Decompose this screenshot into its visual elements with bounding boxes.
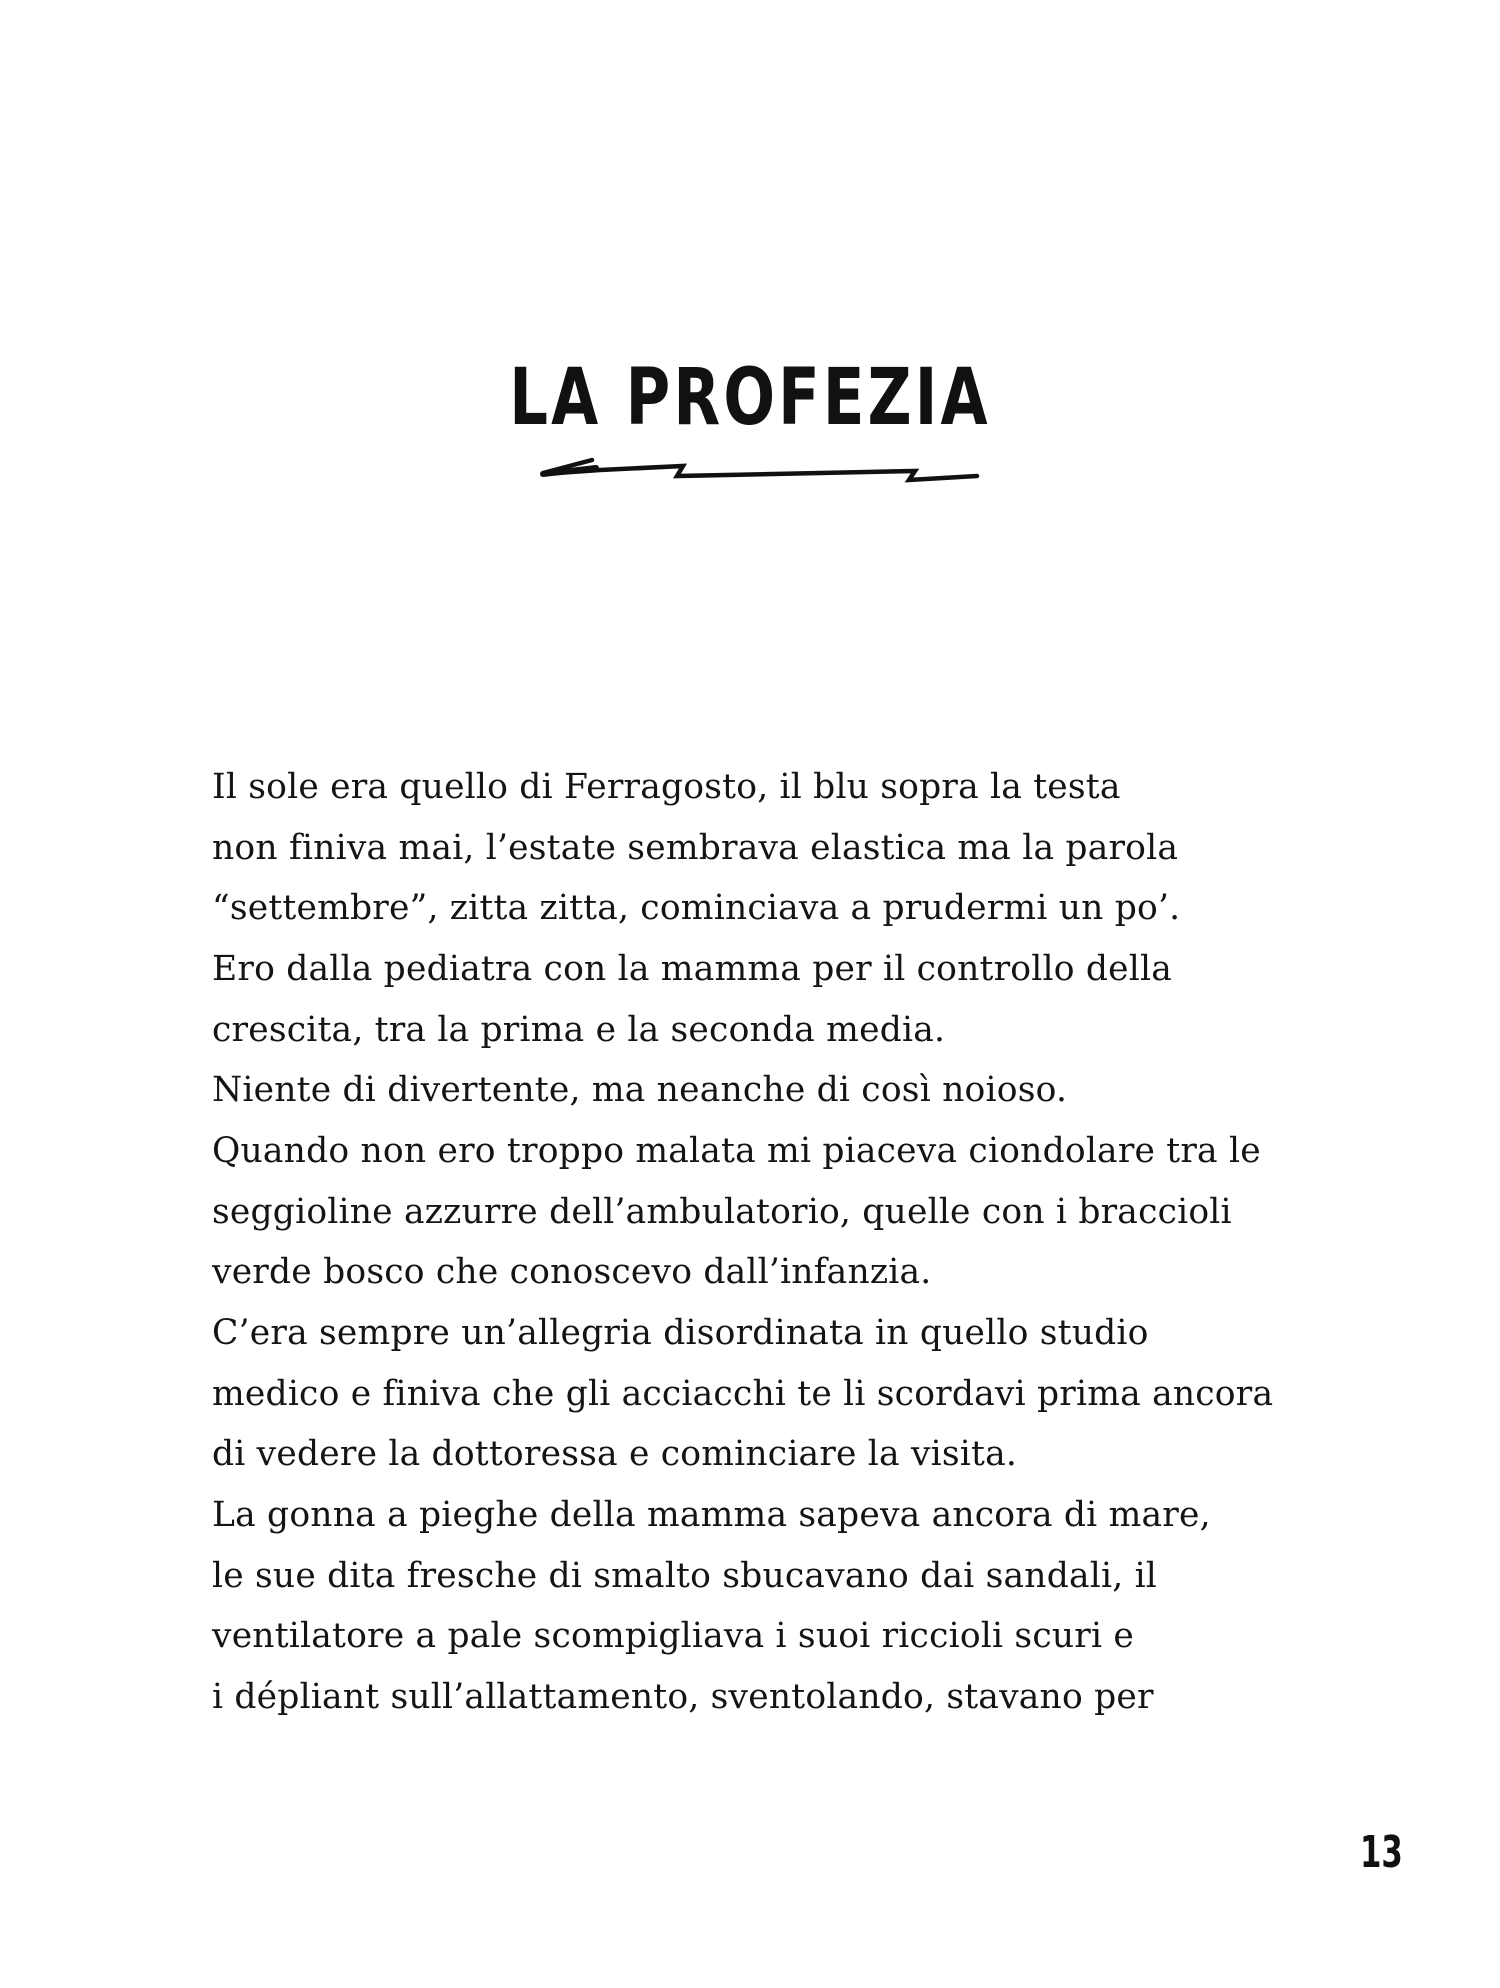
text-line: Niente di divertente, ma neanche di così noioso. bbox=[212, 1070, 1068, 1111]
page-number: 13 bbox=[1360, 1827, 1403, 1878]
text-line: La gonna a pieghe della mamma sapeva ancora di mare, bbox=[212, 1495, 1211, 1536]
text-line: Ero dalla pediatra con la mamma per il controllo della bbox=[212, 949, 1173, 990]
text-line: di vedere la dottoressa e cominciare la visita. bbox=[212, 1434, 1018, 1475]
text-line: le sue dita fresche di smalto sbucavano dai sandali, il bbox=[212, 1555, 1158, 1596]
text-line: crescita, tra la prima e la seconda media. bbox=[212, 1009, 946, 1050]
text-line: non finiva mai, l’estate sembrava elastica ma la parola bbox=[212, 827, 1179, 868]
text-line: ventilatore a pale scompigliava i suoi riccioli scuri e bbox=[212, 1616, 1134, 1657]
text-line: i dépliant sull’allattamento, sventolando, stavano per bbox=[212, 1677, 1154, 1718]
text-line: medico e finiva che gli acciacchi te li scordavi prima ancora bbox=[212, 1373, 1274, 1414]
text-line: C’era sempre un’allegria disordinata in quello studio bbox=[212, 1313, 1149, 1354]
text-line: Quando non ero troppo malata mi piaceva ciondolare tra le bbox=[212, 1131, 1261, 1172]
chapter-body-text bbox=[212, 757, 1312, 1728]
chapter-title: LA PROFEZIA bbox=[509, 353, 991, 444]
text-line: “settembre”, zitta zitta, cominciava a prudermi un po’. bbox=[212, 888, 1181, 929]
text-line: verde bosco che conoscevo dall’infanzia. bbox=[212, 1252, 932, 1293]
decorative-zigzag-underline-icon bbox=[530, 450, 990, 490]
text-line: Il sole era quello di Ferragosto, il blu sopra la testa bbox=[212, 767, 1121, 807]
text-line: seggioline azzurre dell’ambulatorio, quelle con i braccioli bbox=[212, 1191, 1232, 1232]
